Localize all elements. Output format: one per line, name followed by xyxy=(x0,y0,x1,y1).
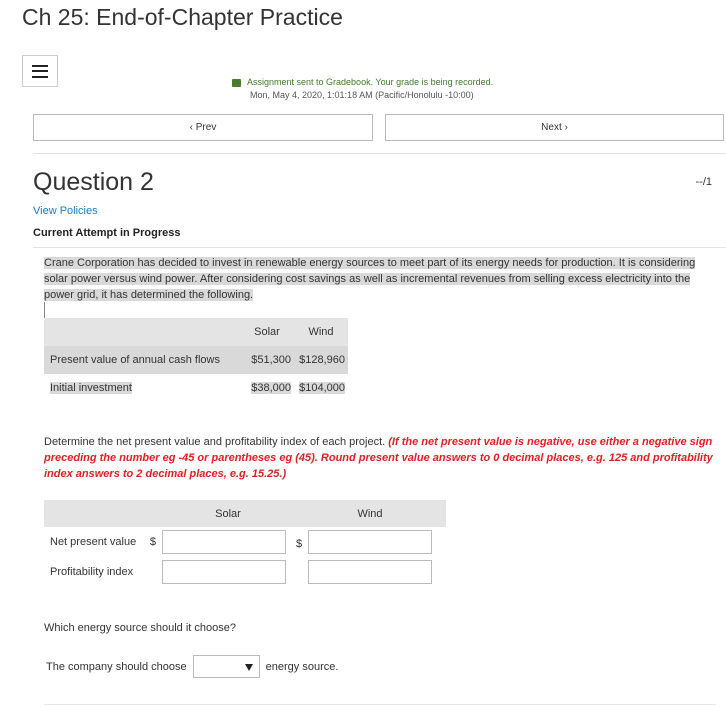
table-row xyxy=(44,374,348,402)
view-policies-link[interactable]: View Policies xyxy=(33,205,98,217)
row-label: Present value of annual cash flows xyxy=(44,346,240,374)
column-header-wind: Wind xyxy=(294,500,446,527)
menu-button[interactable] xyxy=(22,55,58,87)
choice-question: Which energy source should it choose? xyxy=(44,622,236,634)
row-label: Profitability index xyxy=(50,566,134,578)
hamburger-icon xyxy=(32,65,48,78)
table-row xyxy=(44,346,348,374)
dropdown-arrow-icon xyxy=(245,664,253,671)
table-row xyxy=(44,527,446,557)
choice-row xyxy=(46,655,338,678)
solar-value: $38,000 xyxy=(251,382,291,394)
gradebook-icon xyxy=(232,79,241,87)
column-header-solar: Solar xyxy=(240,318,294,346)
energy-source-select[interactable] xyxy=(193,655,260,678)
solar-value: $51,300 xyxy=(240,346,294,374)
page-title: Ch 25: End-of-Chapter Practice xyxy=(22,4,343,30)
problem-text: Crane Corporation has decided to invest in renewable energy sources to meet part of its energy needs for production. It is considering solar power versus wind power. After considering cost savings as well as incremental revenues from selling excess electricity into the power grid, it has determined the following. xyxy=(44,257,696,301)
choice-prefix: The company should choose xyxy=(46,660,187,673)
gradebook-notice xyxy=(232,76,493,102)
instructions-text: Determine the net present value and profitability index of each project. xyxy=(44,436,386,448)
wind-pi-input[interactable] xyxy=(308,560,432,584)
given-data-table xyxy=(44,318,348,402)
row-label: Initial investment xyxy=(50,382,132,394)
choice-suffix: energy source. xyxy=(265,660,339,673)
notice-status: Assignment sent to Gradebook. Your grade is being recorded. xyxy=(247,77,494,87)
column-header-wind: Wind xyxy=(294,318,348,346)
table-row xyxy=(44,557,446,587)
question-score: --/1 xyxy=(695,176,712,188)
wind-value: $128,960 xyxy=(294,346,348,374)
instructions xyxy=(44,434,714,482)
wind-value: $104,000 xyxy=(299,382,345,394)
currency-symbol: $ xyxy=(296,537,303,550)
answer-table xyxy=(44,500,446,587)
currency-symbol: $ xyxy=(149,536,156,548)
row-label: Net present value xyxy=(50,536,137,548)
text-cursor xyxy=(44,302,45,318)
column-header-solar: Solar xyxy=(162,500,294,527)
divider xyxy=(44,704,716,705)
next-button[interactable]: Next › xyxy=(385,114,724,141)
solar-npv-input[interactable] xyxy=(162,530,286,554)
divider xyxy=(33,153,726,154)
given-table-header xyxy=(44,318,348,346)
question-title: Question 2 xyxy=(33,168,154,196)
instructions-note: (If the net present value is negative, use either a negative sign preceding the number eg -45 or parentheses eg (45). Round present value answers to 0 decimal places, e.g. 125 and profitability index answers to 2 decimal places, e.g. 15.25.) xyxy=(44,436,713,480)
answer-table-header xyxy=(44,500,446,527)
wind-npv-input[interactable] xyxy=(308,530,432,554)
attempt-status: Current Attempt in Progress xyxy=(33,227,181,239)
solar-pi-input[interactable] xyxy=(162,560,286,584)
divider xyxy=(33,247,726,248)
prev-button[interactable]: ‹ Prev xyxy=(33,114,373,141)
notice-timestamp: Mon, May 4, 2020, 1:01:18 AM (Pacific/Honolulu -10:00) xyxy=(250,90,474,100)
